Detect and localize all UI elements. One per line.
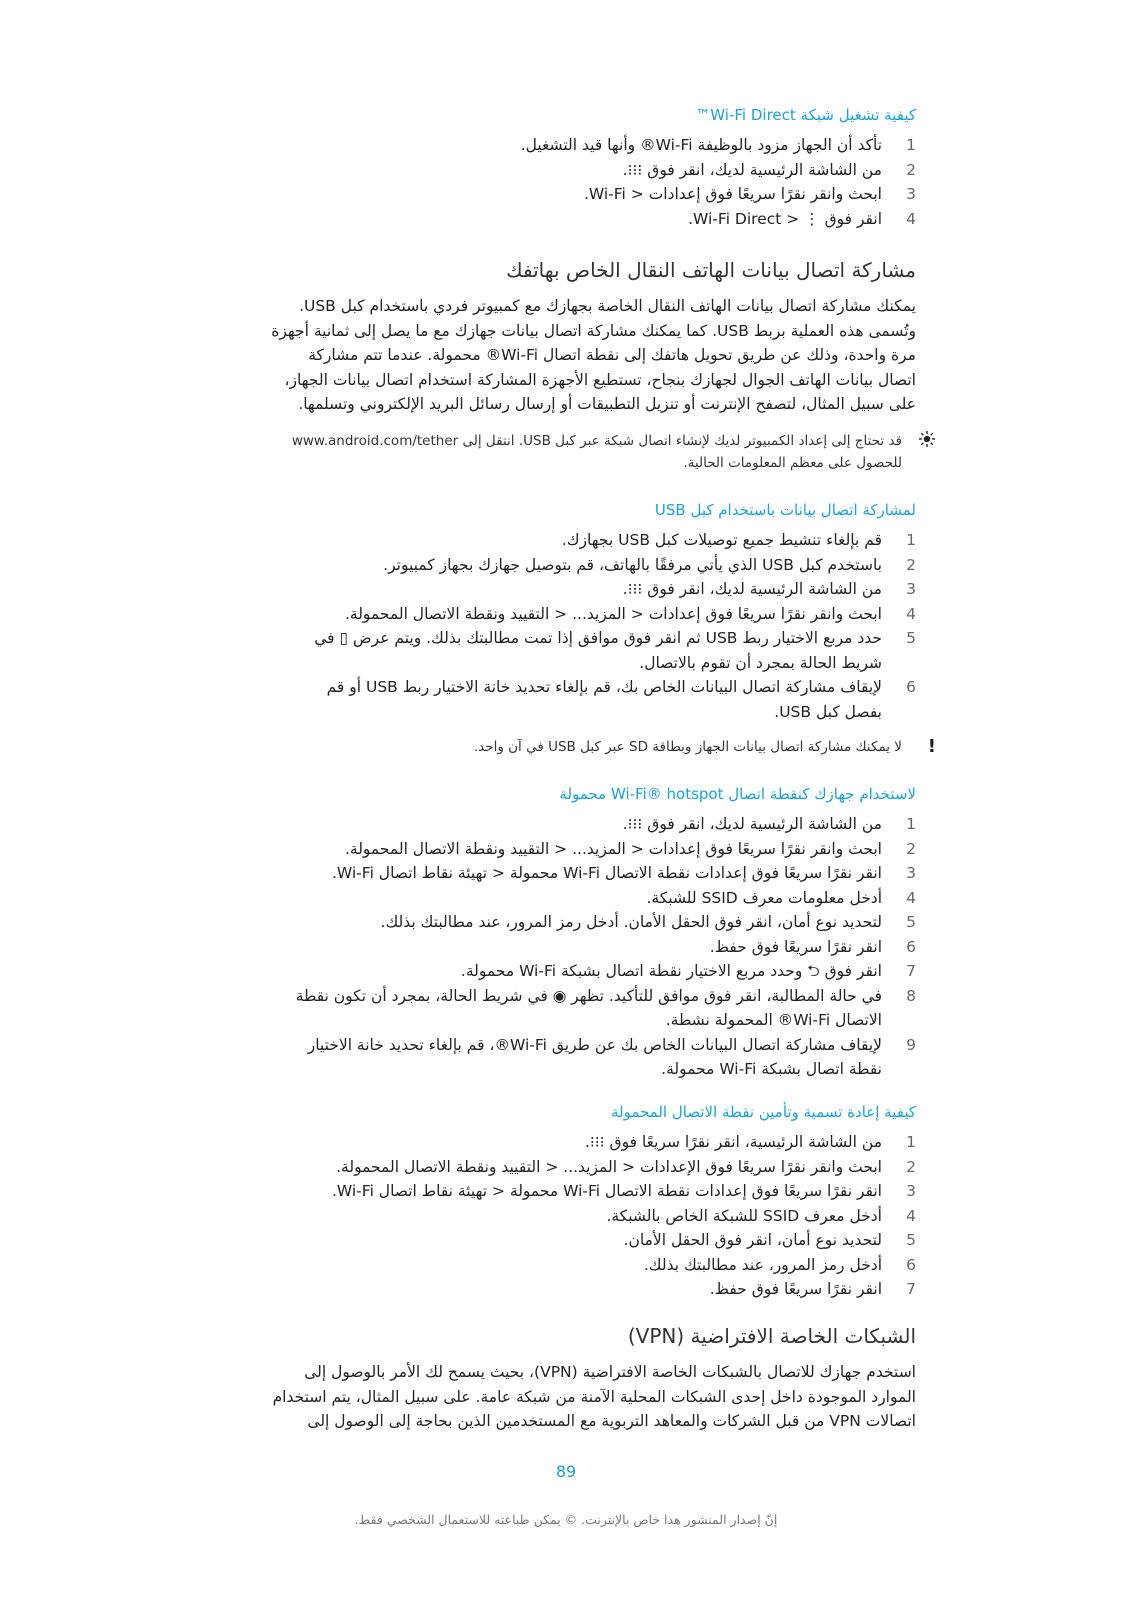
step <box>200 812 916 837</box>
step-text <box>200 577 882 602</box>
step-number: 2 <box>906 555 916 574</box>
paragraph-line: مرة واحدة، وذلك عن طريق تحويل هاتفك إلى نقطة اتصال Wi-Fi® محمولة. عندما تتم مشاركة <box>308 346 916 364</box>
step-number: 2 <box>906 1157 916 1176</box>
page-number: 89 <box>555 1462 577 1481</box>
step <box>200 626 916 675</box>
step <box>200 1277 916 1302</box>
step-number: 7 <box>906 962 916 980</box>
step <box>200 959 916 984</box>
step-number: 3 <box>906 580 916 598</box>
step <box>200 1253 916 1278</box>
step-text <box>200 1033 882 1082</box>
step-text <box>200 959 882 984</box>
step-line: انقر نقرًا سريعًا فوق حفظ. <box>709 937 882 956</box>
step-text <box>200 602 882 627</box>
step-text: لتحديد نوع أمان، انقر فوق الحقل الأمان. <box>623 1231 882 1249</box>
wifi-direct-section <box>200 105 916 231</box>
step-text: أدخل رمز المرور، عند مطالبتك بذلك. <box>643 1255 882 1274</box>
step-line: بفصل كبل USB. <box>774 702 882 721</box>
step <box>200 528 916 553</box>
step-text <box>200 675 882 724</box>
step-line: لتحديد نوع أمان، انقر فوق الحقل الأمان. أدخل رمز المرور، عند مطالبتك بذلك. <box>380 913 882 931</box>
data-sharing-section <box>200 256 916 417</box>
step-number: 4 <box>906 888 916 907</box>
step-number: 6 <box>906 937 916 956</box>
step-line: حدد مربع الاختيار ربط USB ثم انقر فوق موافق إذا تمت مطالبتك بذلك. ويتم عرض ▯ في <box>314 629 882 647</box>
step-text <box>200 861 882 886</box>
step-text <box>200 626 882 675</box>
step-number: 2 <box>906 160 916 179</box>
step <box>200 1033 916 1082</box>
lightbulb-icon <box>902 430 936 454</box>
paragraph-line: اتصال بيانات الهاتف الجوال لجهازك بنجاح، تستطيع الأجهزة المشاركة استخدام اتصال بيانات الجهاز، <box>284 370 916 389</box>
step-line: من الشاشة الرئيسية لديك، انقر فوق ⁝⁝⁝. <box>622 815 882 833</box>
step <box>200 577 916 602</box>
step-number: 4 <box>906 1206 916 1225</box>
paragraph-line: على سبيل المثال، لتصفح الإنترنت أو تنزيل التطبيقات أو إرسال رسائل البريد الإلكتروني وتسلمها. <box>298 395 916 413</box>
rename-section <box>200 1102 916 1302</box>
wifi-direct-title: كيفية تشغيل شبكة Wi-Fi Direct™ <box>695 106 916 124</box>
step-number: 7 <box>906 1280 916 1298</box>
step-line: أدخل معلومات معرف SSID للشبكة. <box>646 888 882 907</box>
step-line: نقطة اتصال بشبكة Wi-Fi محمولة. <box>661 1060 882 1078</box>
step-text: انقر نقرًا سريعًا فوق إعدادات نقطة الاتصال Wi-Fi محمولة < تهيئة نقاط اتصال Wi-Fi. <box>331 1182 882 1200</box>
usb-section <box>200 500 916 724</box>
step-number: 4 <box>906 604 916 623</box>
data-sharing-heading: مشاركة اتصال بيانات الهاتف النقال الخاص بهاتفك <box>506 258 916 282</box>
step <box>200 553 916 578</box>
step-number: 1 <box>906 815 916 833</box>
step-text: تأكد أن الجهاز مزود بالوظيفة Wi-Fi® وأنها قيد التشغيل. <box>520 136 882 154</box>
step-number: 6 <box>906 678 916 696</box>
step <box>200 182 916 207</box>
step-number: 5 <box>906 913 916 931</box>
tip-line: قد تحتاج إلى إعداد الكمبيوتر لديك لإنشاء اتصال شبكة عبر كبل USB. انتقل إلى www.android.com/tether <box>291 433 902 449</box>
step-line: باستخدم كبل USB الذي يأتي مرفقًا بالهاتف، قم بتوصيل جهازك بجهاز كمبيوتر. <box>383 555 882 574</box>
hotspot-section <box>200 784 916 1082</box>
step-line: ابحث وانقر نقرًا سريعًا فوق إعدادات < المزيد... < التقييد ونقطة الاتصال المحمولة. <box>344 839 882 858</box>
step-number: 4 <box>906 209 916 228</box>
step-line: لإيقاف مشاركة اتصال البيانات الخاص بك، قم بإلغاء تحديد خانة الاختيار ربط USB أو قم <box>326 678 882 696</box>
step-text: ابحث وانقر نقرًا سريعًا فوق الإعدادات < المزيد... < التقييد ونقطة الاتصال المحمولة. <box>336 1157 882 1176</box>
step-number: 6 <box>906 1255 916 1274</box>
hotspot-title: لاستخدام جهازك كنقطة اتصال Wi-Fi® hotspot محمولة <box>559 785 916 803</box>
step-number: 3 <box>906 185 916 203</box>
paragraph-line: اتصالات VPN من قبل الشركات والمعاهد التربوية مع المستخدمين الذين بحاجة إلى الوصول إلى <box>307 1412 916 1430</box>
step <box>200 207 916 232</box>
paragraph-line: استخدم جهازك للاتصال بالشبكات الخاصة الافتراضية (VPN)، بحيث يسمح لك الأمر بالوصول إلى <box>304 1363 916 1381</box>
step-line: لإيقاف مشاركة اتصال البيانات الخاص بك عن طريق Wi-Fi®، قم بإلغاء تحديد خانة الاختيار <box>307 1035 882 1054</box>
warning-row <box>200 736 936 758</box>
step <box>200 910 916 935</box>
step <box>200 837 916 862</box>
step-line: انقر فوق ⮌ وحدد مربع الاختيار نقطة اتصال بشبكة Wi-Fi محمولة. <box>460 962 882 980</box>
step-number: 1 <box>906 1133 916 1151</box>
tip-text <box>200 430 902 474</box>
usb-title: لمشاركة اتصال بيانات باستخدام كبل USB <box>654 501 916 519</box>
step-text: من الشاشة الرئيسية لديك، انقر فوق ⁝⁝⁝. <box>622 160 882 179</box>
tip-line: للحصول على معظم المعلومات الحالية. <box>683 455 902 471</box>
step <box>200 935 916 960</box>
step <box>200 158 916 183</box>
step <box>200 1155 916 1180</box>
step <box>200 602 916 627</box>
warning-note <box>200 736 936 758</box>
step-number: 3 <box>906 864 916 882</box>
step-number: 5 <box>906 1231 916 1249</box>
page-footer: إنّ إصدار المنشور هذا خاص بالإنترنت. © يمكن طباعته للاستعمال الشخصي فقط. <box>354 1512 778 1527</box>
step-text <box>200 837 882 862</box>
paragraph-line: يمكنك مشاركة اتصال بيانات الهاتف النقال الخاصة بجهازك مع كمبيوتر فردي باستخدام كبل USB. <box>299 297 916 315</box>
step-number: 3 <box>906 1182 916 1200</box>
step-line: الاتصال Wi-Fi® المحمولة نشطة. <box>665 1011 882 1029</box>
step-text <box>200 528 882 553</box>
step-text: انقر نقرًا سريعًا فوق حفظ. <box>709 1280 882 1298</box>
step-line: شريط الحالة بمجرد أن تقوم بالاتصال. <box>639 653 882 672</box>
step-text: أدخل معرف SSID للشبكة الخاص بالشبكة. <box>606 1206 882 1225</box>
step <box>200 984 916 1033</box>
step <box>200 1204 916 1229</box>
exclamation-icon: ! <box>927 736 936 757</box>
step-text <box>200 886 882 911</box>
step-text <box>200 910 882 935</box>
step-text: ابحث وانقر نقرًا سريعًا فوق إعدادات < Wi-Fi. <box>583 185 882 203</box>
step-number: 8 <box>906 986 916 1005</box>
step-number: 9 <box>906 1035 916 1054</box>
step-number: 5 <box>906 629 916 647</box>
step-line: في حالة المطالبة، انقر فوق موافق للتأكيد. تظهر ◉ في شريط الحالة، بمجرد أن تكون نقطة <box>295 986 882 1005</box>
paragraph-line: وتُسمى هذه العملية بربط USB. كما يمكنك مشاركة اتصال بيانات جهازك مع ما يصل إلى ثمانية أجهزة <box>271 321 916 340</box>
step <box>200 675 916 724</box>
step-line: قم بإلغاء تنشيط جميع توصيلات كبل USB بجهازك. <box>561 531 882 549</box>
step-number: 1 <box>906 136 916 154</box>
step-text <box>200 935 882 960</box>
step-line: انقر نقرًا سريعًا فوق إعدادات نقطة الاتصال Wi-Fi محمولة < تهيئة نقاط اتصال Wi-Fi. <box>331 864 882 882</box>
step-text: انقر فوق ⋮ < Wi-Fi Direct. <box>688 209 882 228</box>
step-text: من الشاشة الرئيسية، انقر نقرًا سريعًا فوق ⁝⁝⁝. <box>584 1133 882 1151</box>
step <box>200 133 916 158</box>
step <box>200 1228 916 1253</box>
tip-note <box>200 430 936 474</box>
rename-title: كيفية إعادة تسمية وتأمين نقطة الاتصال المحمولة <box>610 1103 916 1121</box>
step-number: 1 <box>906 531 916 549</box>
step <box>200 1130 916 1155</box>
tip-row <box>200 430 936 474</box>
warning-text: لا يمكنك مشاركة اتصال بيانات الجهاز وبطاقة SD عبر كبل USB في آن واحد. <box>473 739 902 755</box>
step <box>200 1179 916 1204</box>
step-text <box>200 553 882 578</box>
vpn-section <box>200 1322 916 1434</box>
step <box>200 886 916 911</box>
step-text <box>200 984 882 1033</box>
step-line: ابحث وانقر نقرًا سريعًا فوق إعدادات < المزيد... < التقييد ونقطة الاتصال المحمولة. <box>344 604 882 623</box>
paragraph-line: الموارد الموجودة داخل إحدى الشبكات المحلية الآمنة من شبكة عامة. على سبيل المثال، يتم استخدام <box>272 1387 916 1406</box>
step-text <box>200 812 882 837</box>
vpn-heading: الشبكات الخاصة الافتراضية (VPN) <box>627 1324 916 1348</box>
step-number: 2 <box>906 839 916 858</box>
step-line: من الشاشة الرئيسية لديك، انقر فوق ⁝⁝⁝. <box>622 580 882 598</box>
step <box>200 861 916 886</box>
